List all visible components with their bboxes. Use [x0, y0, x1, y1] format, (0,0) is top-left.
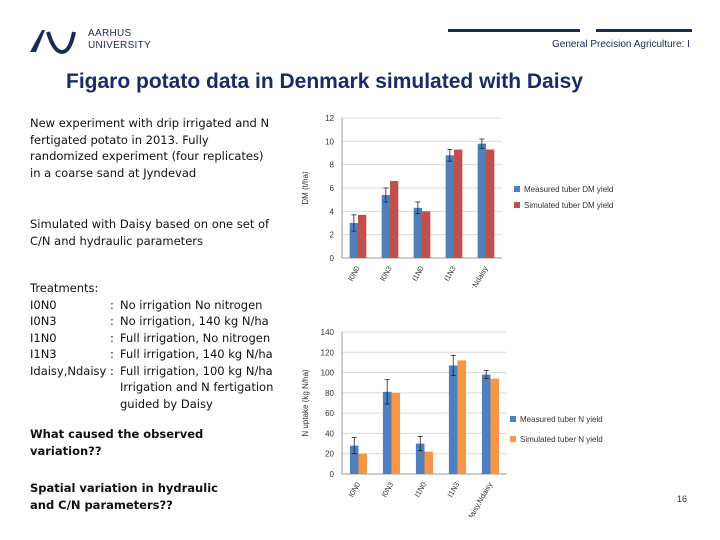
legend-swatch [510, 436, 516, 442]
x-tick-label: I0N3 [378, 264, 394, 283]
slide-title: Figaro potato data in Denmark simulated with Daisy [66, 70, 583, 93]
treatment-separator: : [110, 297, 114, 312]
bar-simulated [458, 360, 467, 474]
dm-yield-chart-svg [292, 108, 682, 288]
y-tick-label: 4 [329, 207, 334, 217]
treatments-heading: Treatments: [30, 281, 99, 295]
bar-simulated [425, 452, 434, 474]
treatment-code: I1N3 [30, 347, 57, 361]
x-tick-label: Idaisy,Ndaisy [459, 264, 490, 288]
university-name [88, 28, 151, 52]
page-number: 16 [677, 494, 688, 504]
y-tick-label: 100 [320, 368, 334, 378]
y-tick-label: 6 [329, 184, 334, 193]
bar-measured [414, 208, 422, 258]
question-variation: What caused the observed variation?? [30, 427, 204, 458]
bar-simulated [454, 150, 462, 259]
legend-swatch [514, 186, 520, 192]
bar-simulated [390, 181, 398, 258]
legend-label: Measured tuber DM yield [524, 185, 614, 194]
bar-simulated [392, 393, 401, 474]
y-tick-label: 0 [329, 254, 334, 263]
n-yield-chart-svg [292, 322, 682, 517]
treatment-row [30, 363, 300, 413]
treatment-code: I0N3 [30, 314, 57, 328]
header-divider-left [448, 29, 580, 32]
bar-simulated [486, 150, 494, 259]
treatment-separator: : [110, 330, 114, 345]
aarhus-university-logo [28, 26, 76, 54]
y-tick-label: 40 [325, 429, 334, 439]
n-yield-chart [292, 322, 682, 517]
legend-label: Measured tuber N yield [520, 415, 603, 424]
y-tick-label: 140 [320, 328, 334, 337]
treatment-code: I1N0 [30, 330, 57, 345]
treatment-code: I0N0 [30, 297, 57, 312]
treatment-separator: : [110, 347, 114, 361]
legend-label: Simulated tuber N yield [520, 435, 603, 444]
y-tick-label: 0 [329, 470, 334, 479]
legend-label: Simulated tuber DM yield [524, 201, 614, 210]
y-tick-label: 20 [325, 449, 334, 459]
x-tick-label: I1N3 [442, 264, 458, 283]
intro-paragraph: New experiment with drip irrigated and N fertigated potato in 2013. Fully randomized experiment (four replicates) in a coarse sand at Jyndevad [30, 116, 270, 180]
treatment-row [30, 346, 300, 363]
treatment-row [30, 297, 300, 314]
simulation-paragraph: Simulated with Daisy based on one set of C/N and hydraulic parameters [30, 217, 270, 248]
university-line-1: AARHUS [88, 28, 132, 39]
header-divider-right [596, 29, 692, 32]
bar-simulated [359, 454, 368, 474]
bar-simulated [422, 211, 430, 258]
x-tick-label: I1N0 [412, 480, 429, 499]
treatment-code: Idaisy,Ndaisy [30, 363, 107, 378]
x-tick-label: I0N0 [346, 480, 363, 499]
y-tick-label: 10 [325, 137, 334, 147]
university-line-2: UNIVERSITY [88, 40, 152, 51]
bar-measured [482, 375, 491, 474]
x-tick-label: I1N3 [445, 480, 462, 499]
treatment-description: Full irrigation, 100 kg N/ha Irrigation and N fertigation guided by Daisy [120, 363, 274, 411]
bar-measured [446, 155, 454, 258]
y-tick-label: 8 [329, 160, 334, 170]
treatment-separator: : [110, 363, 114, 378]
legend-swatch [514, 202, 520, 208]
y-tick-label: 60 [325, 409, 334, 419]
y-tick-label: 80 [325, 388, 334, 398]
y-axis-label: DM (t/ha) [301, 171, 310, 205]
x-tick-label: Idaisy,Ndaisy [464, 480, 495, 517]
treatment-row [30, 330, 300, 347]
question-spatial: Spatial variation in hydraulic and C/N parameters?? [30, 481, 218, 512]
treatment-description: No irrigation No nitrogen [120, 297, 263, 312]
treatment-description: Full irrigation, No nitrogen [120, 330, 271, 345]
presentation-title: General Precision Agriculture: I [552, 39, 690, 50]
treatment-description: Full irrigation, 140 kg N/ha [120, 347, 273, 361]
y-tick-label: 120 [320, 348, 334, 358]
dm-yield-chart [292, 108, 682, 288]
bar-simulated [491, 379, 500, 474]
treatment-separator: : [110, 314, 114, 328]
y-tick-label: 12 [325, 114, 334, 123]
bar-simulated [358, 215, 366, 258]
x-tick-label: I0N3 [379, 480, 396, 499]
treatments-list [30, 280, 300, 412]
legend-swatch [510, 416, 516, 422]
treatment-row [30, 313, 300, 330]
bar-measured [449, 365, 458, 474]
treatment-description: No irrigation, 140 kg N/ha [120, 314, 269, 328]
bar-measured [382, 195, 390, 258]
bar-measured [478, 144, 486, 258]
y-axis-label: N uptake (kg N/ha) [301, 369, 310, 437]
x-tick-label: I0N0 [346, 264, 362, 283]
x-tick-label: I1N0 [410, 264, 426, 283]
y-tick-label: 2 [329, 230, 334, 240]
